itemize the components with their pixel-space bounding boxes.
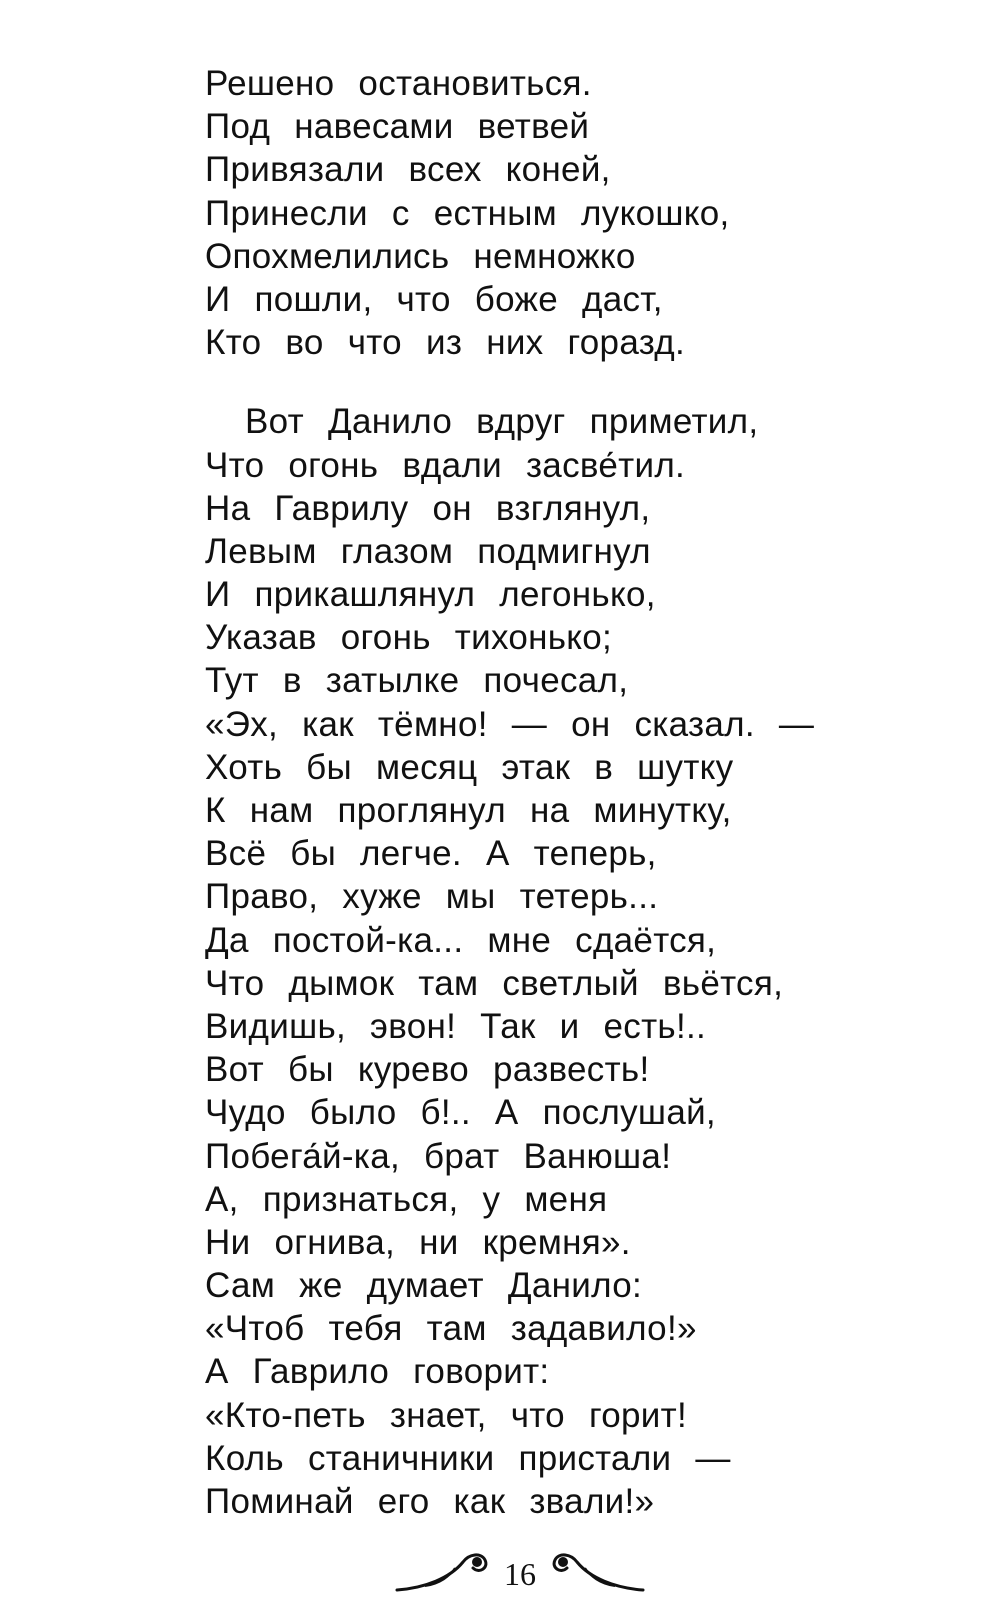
stanza-2 (205, 400, 965, 1523)
poem-line: А, признаться, у меня (205, 1179, 608, 1219)
poem-line: Решено остановиться. (205, 64, 592, 103)
poem-line: Вот Данило вдруг приметил, (245, 402, 759, 442)
poem-line: Чудо было б!.. А послушай, (205, 1093, 716, 1133)
poem-line: И пошли, что боже даст, (205, 279, 663, 319)
poem-line: Хоть бы месяц этак в шутку (205, 747, 734, 787)
poem-line: Что огонь вдали засве́тил. (205, 445, 686, 485)
poem-line: Коль станичники пристали — (205, 1438, 731, 1478)
poem-line: Да постой-ка... мне сдаётся, (205, 920, 717, 960)
stanza-1 (205, 62, 965, 364)
poem-line: Принесли с естным лукошко, (205, 193, 730, 233)
poem-line: На Гаврилу он взглянул, (205, 488, 651, 528)
poem-line: Всё бы легче. А теперь, (205, 834, 657, 874)
poem-line: К нам проглянул на минутку, (205, 791, 732, 830)
poem-line: Опохмелились немножко (205, 236, 636, 276)
poem-line: А Гаврило говорит: (205, 1352, 550, 1392)
poem-line: Привязали всех коней, (205, 150, 611, 190)
poem-line: Поминай его как звали!» (205, 1482, 655, 1521)
poem-line: Тут в затылке почесал, (205, 661, 629, 701)
poem-line: Ни огнива, ни кремня». (205, 1222, 631, 1262)
poem-text (205, 62, 965, 1523)
poem-line: И прикашлянул легонько, (205, 575, 656, 615)
poem-line: «Чтоб тебя там задавило!» (205, 1309, 697, 1349)
poem-line: Видишь, эвон! Так и есть!.. (205, 1006, 707, 1046)
poem-line: Под навесами ветвей (205, 107, 590, 147)
page-footer (395, 1548, 645, 1598)
poem-line: Указав огонь тихонько; (205, 618, 613, 658)
page-number: 16 (504, 1556, 536, 1592)
poem-line: Кто во что из них горазд. (205, 323, 686, 363)
poem-line: «Эх, как тёмно! — он сказал. — (205, 704, 815, 744)
poem-line: Побега́й-ка, брат Ванюша! (205, 1136, 672, 1176)
poem-line: Что дымок там светлый вьётся, (205, 963, 784, 1003)
poem-line: Вот бы курево развесть! (205, 1050, 650, 1090)
poem-line: Право, хуже мы тетерь... (205, 877, 659, 917)
poem-line: Левым глазом подмигнул (205, 531, 651, 571)
poem-line: Сам же думает Данило: (205, 1266, 642, 1306)
poem-line: «Кто-петь знает, что горит! (205, 1395, 687, 1435)
